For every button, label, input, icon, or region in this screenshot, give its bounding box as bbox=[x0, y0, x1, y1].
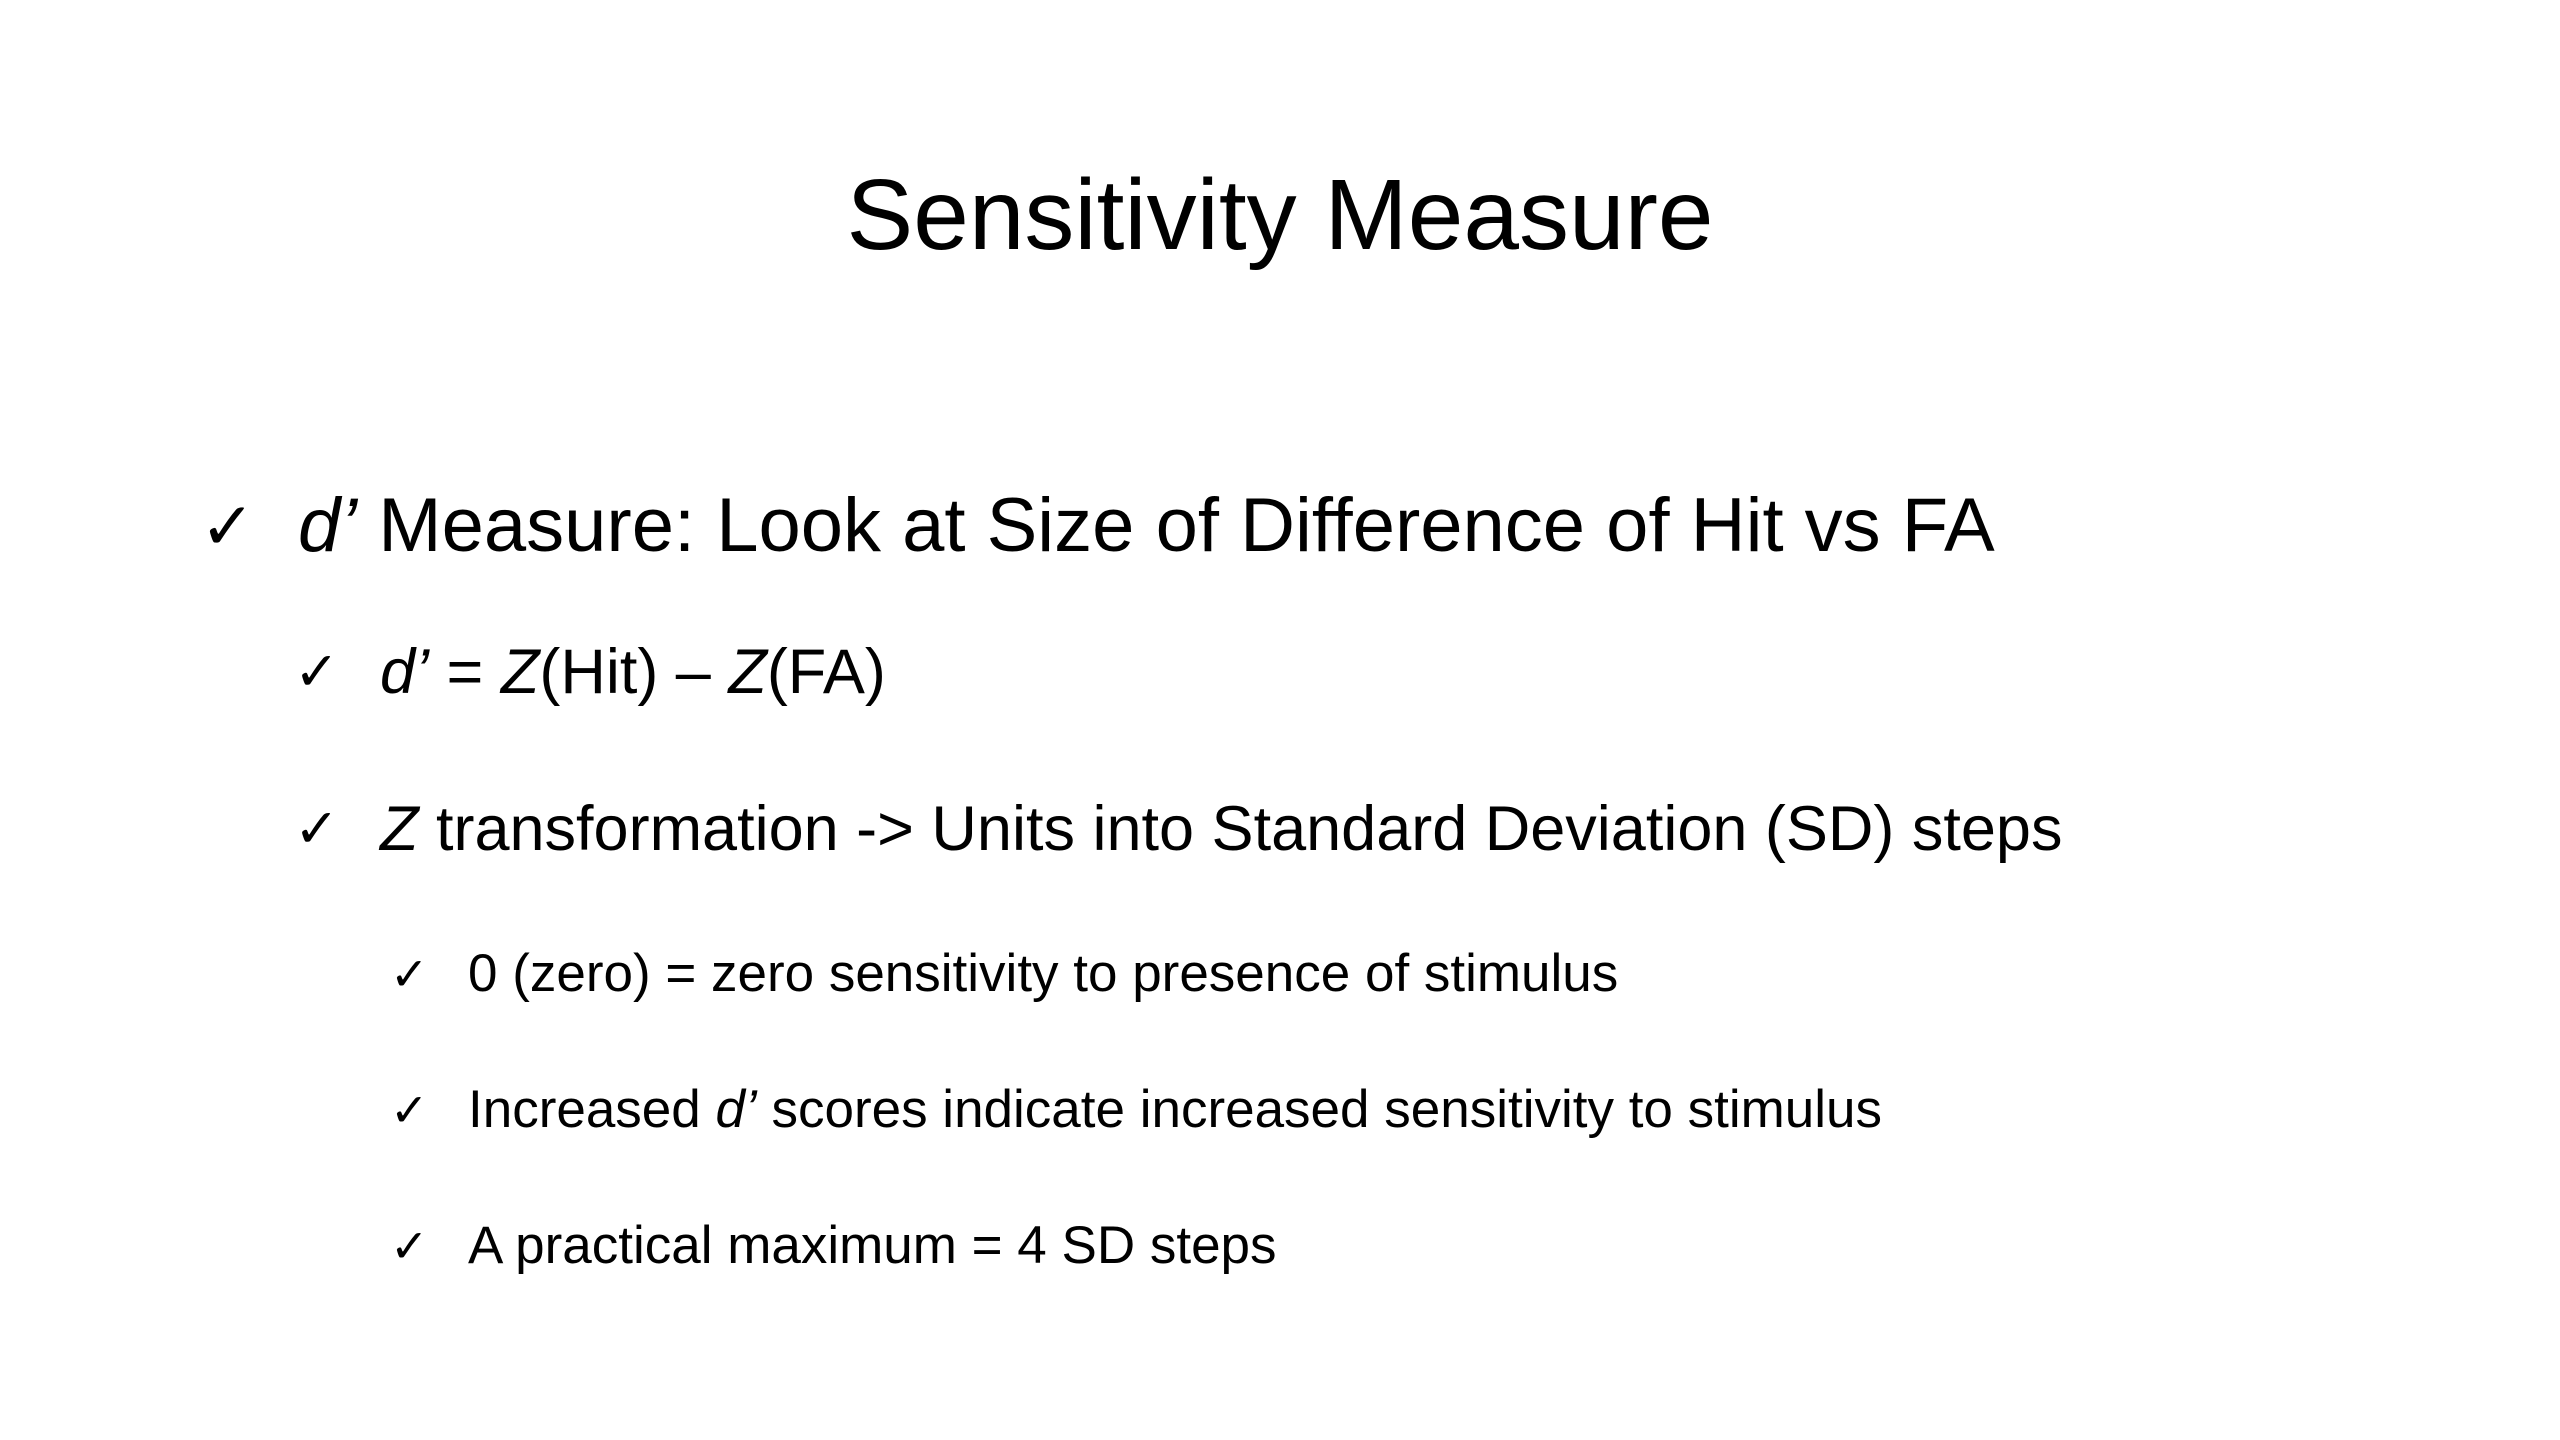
bullet-pre: Increased bbox=[468, 1080, 716, 1139]
checkmark-icon: ✓ bbox=[390, 948, 429, 1000]
bullet-label: Measure: Look at Size of Difference of Hit vs FA bbox=[357, 483, 1995, 568]
bullet-post: scores indicate increased sensitivity to stimulus bbox=[756, 1080, 1882, 1139]
d-prime-symbol: d’ bbox=[715, 1080, 757, 1139]
bullet-text: 0 (zero) = zero sensitivity to presence of stimulus bbox=[468, 944, 1619, 1003]
fa-term: (FA) bbox=[766, 637, 886, 707]
checkmark-icon: ✓ bbox=[390, 1084, 429, 1136]
formula-text bbox=[380, 630, 886, 714]
bullet-text bbox=[468, 1074, 1882, 1146]
z-symbol: Z bbox=[728, 637, 767, 707]
z-symbol: Z bbox=[500, 637, 540, 707]
bullet-text bbox=[298, 476, 1995, 576]
d-prime-symbol: d’ bbox=[380, 637, 430, 707]
z-symbol: Z bbox=[380, 794, 419, 864]
checkmark-icon: ✓ bbox=[390, 1220, 429, 1272]
checkmark-icon: ✓ bbox=[294, 799, 340, 859]
checkmark-icon: ✓ bbox=[294, 642, 340, 702]
slide-title: Sensitivity Measure bbox=[846, 159, 1714, 271]
bullet-text: A practical maximum = 4 SD steps bbox=[468, 1216, 1277, 1275]
bullet-text bbox=[380, 787, 2062, 871]
hit-term: (Hit) – bbox=[539, 637, 729, 707]
checkmark-icon: ✓ bbox=[200, 489, 256, 563]
equals-sign: = bbox=[429, 637, 501, 707]
bullet-label: transformation -> Units into Standard Deviation (SD) steps bbox=[418, 794, 2063, 864]
d-prime-symbol: d’ bbox=[298, 483, 358, 568]
